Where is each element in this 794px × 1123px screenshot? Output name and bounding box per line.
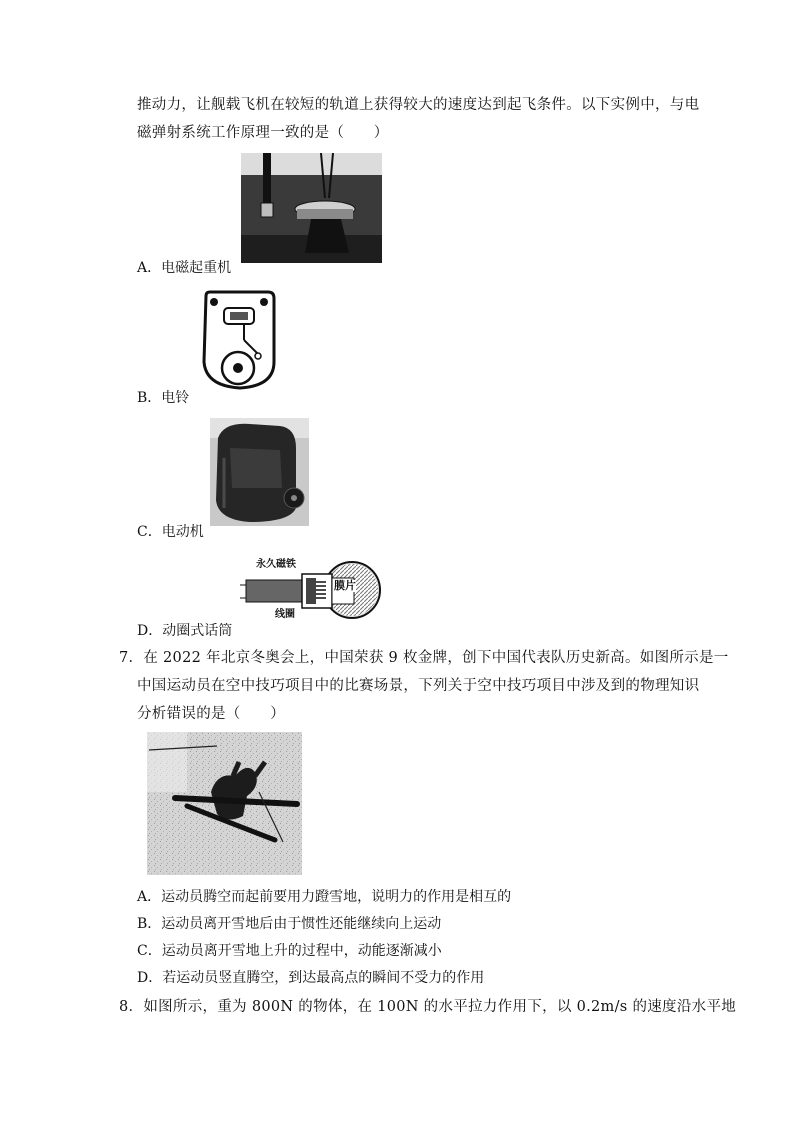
crane-photo-icon [241, 153, 382, 263]
q6-option-a: A．电磁起重机 [137, 260, 232, 276]
q6-option-b: B．电铃 [137, 390, 190, 406]
q7-option-a: A．运动员腾空而起前要用力蹬雪地，说明力的作用是相互的 [137, 889, 512, 905]
q7-option-c: C．运动员离开雪地上升的过程中，动能逐渐减小 [137, 943, 442, 959]
q6-stem-line-1: 推动力，让舰载飞机在较短的轨道上获得较大的速度达到起飞条件。以下实例中，与电 [137, 97, 700, 113]
skier-photo-icon [147, 732, 302, 875]
q6-stem-line-2: 磁弹射系统工作原理一致的是（ ） [137, 125, 389, 141]
q6-option-d: D．动圈式话筒 [137, 623, 233, 639]
electric-bell-icon [200, 290, 278, 392]
q7-option-b: B．运动员离开雪地后由于惯性还能继续向上运动 [137, 916, 442, 932]
mic-magnet-label: 永久磁铁 [256, 559, 296, 570]
q7-option-d: D．若运动员竖直腾空，到达最高点的瞬间不受力的作用 [137, 970, 485, 986]
q7-stem-line-2: 中国运动员在空中技巧项目中的比赛场景，下列关于空中技巧项目中涉及到的物理知识 [137, 678, 700, 694]
q8-stem-line-1: 8．如图所示，重为 800N 的物体，在 100N 的水平拉力作用下，以 0.2m/s 的速度沿水平地 [119, 999, 737, 1015]
q6-option-c: C．电动机 [137, 524, 204, 540]
mic-coil-label: 线圈 [275, 609, 295, 620]
mic-diaphragm-label: 膜片 [334, 579, 356, 592]
q7-stem-line-3: 分析错误的是（ ） [137, 706, 285, 722]
q7-stem-line-1: 7．在 2022 年北京冬奥会上，中国荣获 9 枚金牌，创下中国代表队历史新高。如图所示是一 [119, 650, 729, 666]
motor-photo-icon [210, 418, 309, 526]
